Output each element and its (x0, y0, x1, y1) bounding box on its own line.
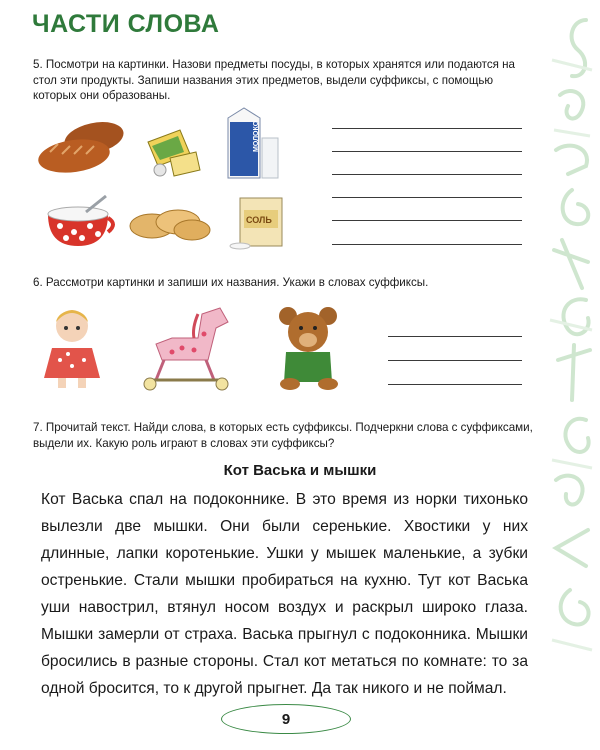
task-6-instruction: 6. Рассмотри картинки и запиши их названия. Укажи в словах суффиксы. (33, 276, 429, 289)
answer-line[interactable] (332, 197, 522, 198)
bread-loaf-image (36, 118, 128, 174)
story-paragraph: Кот Васька спал на подоконнике. В это время из норки тихонько вылезли две мышки. Они были серенькие. Хвостики у них длинные, лапки коротенькие. Ушки у мышек маленькие, а зубки остренькие. Стали мышки пробираться на кухню. Тут кот Васька уши навострил, втянул носом воздух и раскрыл широко глаза. Мышки замерли от страха. Васька прыгнул с подоконника. Мышки бросились в разные стороны. Стал кот метаться по комнате: то за одной бросится, то к другой прыгнет. Да так никого и не поймал. (41, 491, 528, 697)
salt-pack-image (226, 190, 290, 252)
answer-line[interactable] (388, 336, 522, 337)
doll-image (38, 304, 108, 392)
cookies-image (126, 200, 212, 246)
milk-carton-label: МОЛОКО (253, 120, 260, 152)
answer-line[interactable] (332, 244, 522, 245)
sugar-bowl-image (38, 192, 118, 250)
candies-image (140, 124, 204, 180)
page-title: ЧАСТИ СЛОВА (32, 10, 220, 38)
page-number: 9 (221, 704, 351, 734)
milk-carton-and-glass-image (222, 104, 282, 180)
answer-line[interactable] (332, 128, 522, 129)
salt-pack-label: СОЛЬ (246, 215, 272, 225)
answer-line[interactable] (332, 220, 522, 221)
teddy-bear-image (270, 302, 350, 392)
task-5-instruction: 5. Посмотри на картинки. Назови предметы посуды, в которых хранятся или подаются на стол эти продукты. Запиши названия этих предметов, выдели суффиксы, с помощью которых они образованы. (33, 58, 515, 102)
answer-line[interactable] (332, 151, 522, 152)
story-title: Кот Васька и мышки (223, 462, 377, 479)
decorative-letters-strip (542, 0, 600, 750)
answer-line[interactable] (388, 360, 522, 361)
rocking-horse-image (132, 304, 238, 394)
story-text (41, 486, 528, 702)
answer-line[interactable] (332, 174, 522, 175)
answer-line[interactable] (388, 384, 522, 385)
task-7-instruction: 7. Прочитай текст. Найди слова, в которых есть суффиксы. Подчеркни слова с суффиксами, выдели их. Какую роль играют в словах эти суффиксы? (33, 421, 533, 450)
